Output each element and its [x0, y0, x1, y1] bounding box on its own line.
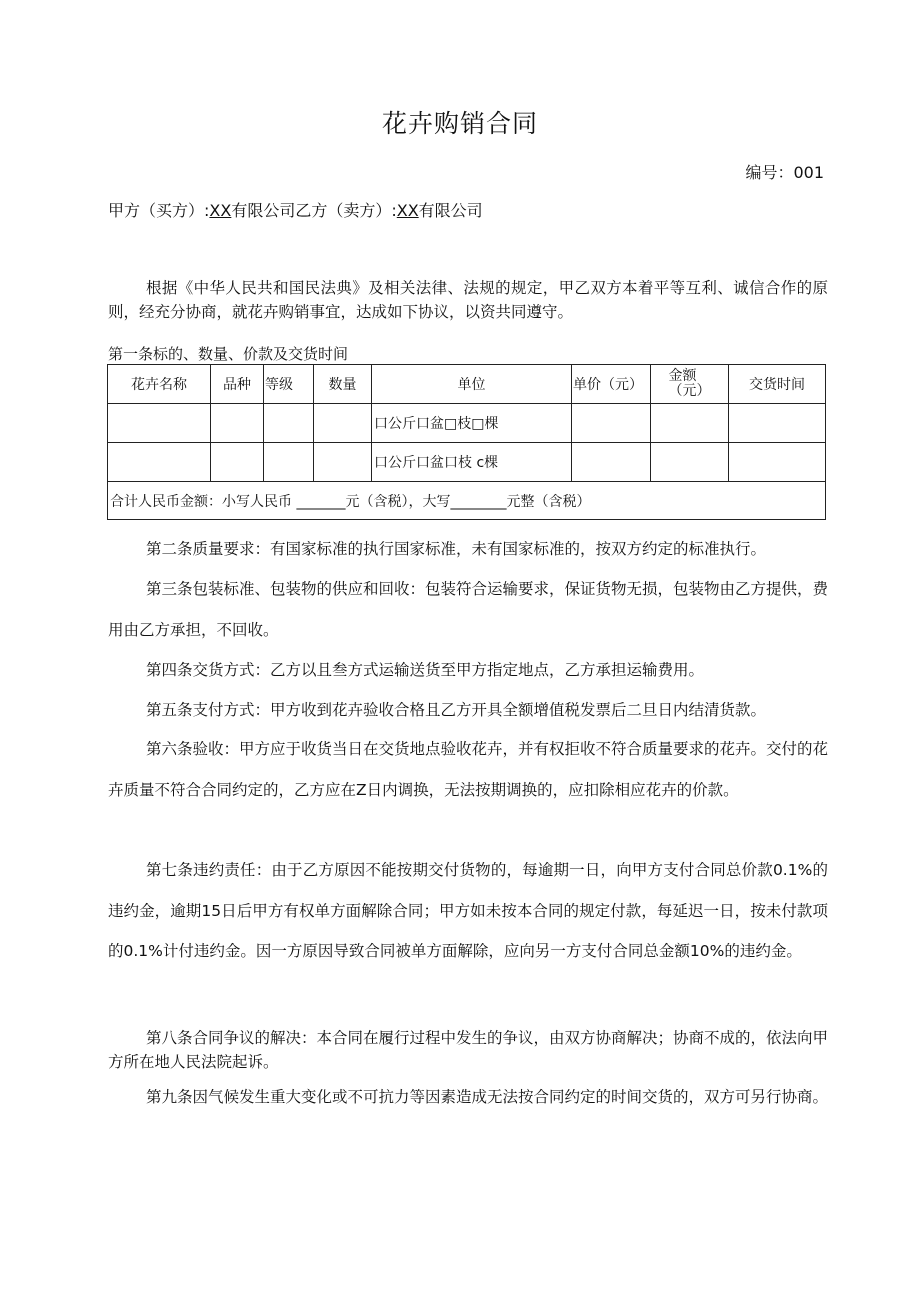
header-variety: 品种	[211, 365, 264, 404]
header-grade: 等级	[264, 365, 314, 404]
header-quantity: 数量	[314, 365, 372, 404]
cell-unit-price[interactable]	[572, 404, 651, 443]
buyer-suffix: 有限公司	[231, 201, 296, 220]
cell-quantity[interactable]	[314, 404, 372, 443]
seller-label: 乙方（卖方）:	[295, 201, 397, 220]
cell-grade[interactable]	[264, 404, 314, 443]
article-3: 第三条包装标准、包装物的供应和回收：包装符合运输要求，保证货物无损，包装物由乙方提供，费用由乙方承担，不回收。	[108, 580, 829, 639]
cell-flower-name[interactable]	[108, 443, 211, 482]
header-amount	[651, 365, 729, 404]
cell-variety[interactable]	[211, 404, 264, 443]
document-title: 花卉购销合同	[381, 109, 538, 138]
header-delivery-time: 交货时间	[729, 365, 826, 404]
article-5: 第五条支付方式：甲方收到花卉验收合格且乙方开具全额增值税发票后二旦日内结清货款。	[146, 701, 767, 719]
table-row	[108, 404, 826, 443]
article-6: 第六条验收：甲方应于收货当日在交货地点验收花卉，并有权拒收不符合质量要求的花卉。交付的花卉质量不符合合同约定的，乙方应在Z日内调换，无法按期调换的，应扣除相应花卉的价款。	[108, 740, 829, 799]
article-8: 第八条合同争议的解决：本合同在履行过程中发生的争议，由双方协商解决；协商不成的，依法向甲方所在地人民法院起诉。	[108, 1029, 829, 1071]
table-total-row	[108, 482, 826, 520]
buyer-name: XX	[209, 201, 232, 220]
header-unit-price: 单价（元）	[572, 365, 651, 404]
cell-amount[interactable]	[651, 404, 729, 443]
seller-name: XX	[396, 201, 419, 220]
header-amount-line2: （元）	[668, 383, 711, 399]
article-4: 第四条交货方式：乙方以且叁方式运输送货至甲方指定地点，乙方承担运输费用。	[146, 661, 705, 679]
goods-table	[107, 364, 826, 520]
cell-unit[interactable]: 口公斤口盆口枝 c棵	[372, 443, 572, 482]
header-unit: 单位	[372, 365, 572, 404]
cell-grade[interactable]	[264, 443, 314, 482]
cell-unit[interactable]: 口公斤口盆□枝□棵	[372, 404, 572, 443]
cell-flower-name[interactable]	[108, 404, 211, 443]
cell-delivery-time[interactable]	[729, 443, 826, 482]
header-amount-line1: 金额	[668, 368, 697, 384]
table-row	[108, 443, 826, 482]
article-2: 第二条质量要求：有国家标准的执行国家标准，未有国家标准的，按双方约定的标准执行。	[146, 540, 767, 558]
document-number: 编号：001	[745, 163, 824, 182]
cell-variety[interactable]	[211, 443, 264, 482]
total-amount-cell[interactable]: 合计人民币金额：小写人民币 _______元（含税），大写________元整（含税）	[108, 482, 826, 520]
cell-quantity[interactable]	[314, 443, 372, 482]
seller-suffix: 有限公司	[418, 201, 483, 220]
cell-unit-price[interactable]	[572, 443, 651, 482]
header-flower-name: 花卉名称	[108, 365, 211, 404]
buyer-label: 甲方（买方）:	[108, 201, 210, 220]
preamble: 根据《中华人民共和国民法典》及相关法律、法规的规定，甲乙双方本着平等互利、诚信合作的原则，经充分协商，就花卉购销事宜，达成如下协议，以资共同遵守。	[108, 279, 828, 321]
cell-amount[interactable]	[651, 443, 729, 482]
table-header-row	[108, 365, 826, 404]
article-7: 第七条违约责任：由于乙方原因不能按期交付货物的，每逾期一日，向甲方支付合同总价款0.1%的违约金，逾期15日后甲方有权单方面解除合同；甲方如未按本合同的规定付款，每延迟一日，按未付款项的0.1%计付违约金。因一方原因导致合同被单方面解除，应向另一方支付合同总金额10%的违约金。	[108, 861, 828, 960]
article-9: 第九条因气候发生重大变化或不可抗力等因素造成无法按合同约定的时间交货的，双方可另行协商。	[146, 1088, 829, 1106]
article-1-heading: 第一条标的、数量、价款及交货时间	[108, 345, 349, 363]
parties-line	[108, 198, 483, 221]
cell-delivery-time[interactable]	[729, 404, 826, 443]
